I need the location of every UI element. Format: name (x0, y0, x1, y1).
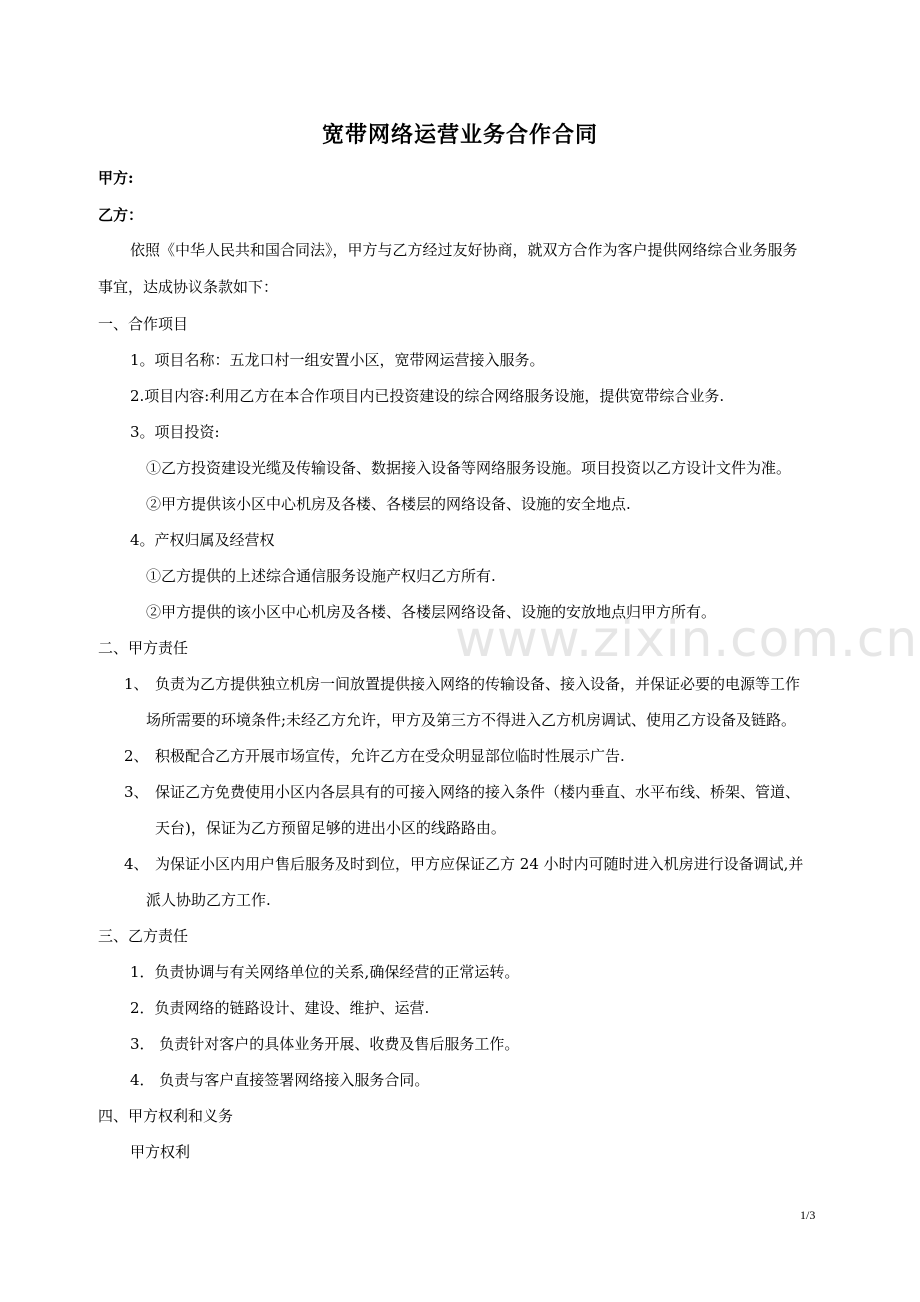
sec1-item-3b: ②甲方提供该小区中心机房及各楼、各楼层的网络设备、设施的安全地点. (146, 495, 631, 513)
sec2-item-4-line-2: 派人协助乙方工作. (146, 891, 271, 909)
sec1-item-3a: ①乙方投资建设光缆及传输设备、数据接入设备等网络服务设施。项目投资以乙方设计文件为准。 (146, 459, 792, 477)
section-4-heading: 四、甲方权利和义务 (98, 1107, 234, 1125)
sec2-item-4-number: 4、 (124, 855, 149, 873)
sec1-item-1: 1。项目名称：五龙口村一组安置小区，宽带网运营接入服务。 (130, 351, 545, 369)
sec2-item-3-line-2: 天台)，保证为乙方预留足够的进出小区的线路路由。 (155, 819, 506, 837)
sec1-item-4: 4。产权归属及经营权 (130, 531, 275, 549)
sec3-item-2: 2．负责网络的链路设计、建设、维护、运营. (130, 999, 430, 1017)
sec1-item-3: 3。项目投资: (130, 423, 220, 441)
section-3-heading: 三、乙方责任 (98, 927, 189, 945)
sec3-item-1: 1．负责协调与有关网络单位的关系,确保经营的正常运转。 (130, 963, 520, 981)
party-b-label: 乙方： (98, 206, 144, 224)
sec3-item-4: 4． 负责与客户直接签署网络接入服务合同。 (130, 1071, 430, 1089)
sec1-item-2: 2.项目内容:利用乙方在本合作项目内已投资建设的综合网络服务设施，提供宽带综合业务. (130, 387, 725, 405)
intro-line-2: 事宜，达成协议条款如下： (98, 278, 279, 296)
sec2-item-1-line-1: 负责为乙方提供独立机房一间放置提供接入网络的传输设备、接入设备，并保证必要的电源等工作 (155, 675, 801, 693)
document-title: 宽带网络运营业务合作合同 (321, 122, 598, 148)
sec3-item-3: 3． 负责针对客户的具体业务开展、收费及售后服务工作。 (130, 1035, 520, 1053)
sec1-item-4b: ②甲方提供的该小区中心机房及各楼、各楼层网络设备、设施的安放地点归甲方所有。 (146, 603, 717, 621)
sec2-item-1-line-2: 场所需要的环境条件;未经乙方允许，甲方及第三方不得进入乙方机房调试、使用乙方设备及链路。 (146, 711, 797, 729)
section-1-heading: 一、合作项目 (98, 315, 189, 333)
sec1-item-4a: ①乙方提供的上述综合通信服务设施产权归乙方所有. (146, 567, 496, 585)
page-number: 1/3 (800, 1208, 816, 1222)
sec2-item-2-line-1: 积极配合乙方开展市场宣传，允许乙方在受众明显部位临时性展示广告. (155, 747, 625, 765)
sec2-item-2-number: 2、 (124, 747, 149, 765)
section-2-heading: 二、甲方责任 (98, 639, 189, 657)
sec2-item-3-number: 3、 (124, 783, 149, 801)
sec4-subheading-rights: 甲方权利 (130, 1143, 191, 1161)
sec2-item-1-number: 1、 (124, 675, 149, 693)
sec2-item-4-line-1: 为保证小区内用户售后服务及时到位，甲方应保证乙方 24 小时内可随时进入机房进行设备调试,并 (155, 855, 804, 873)
intro-line-1: 依照《中华人民共和国合同法》，甲方与乙方经过友好协商，就双方合作为客户提供网络综合业务服务 (130, 241, 798, 259)
watermark: www.zixin.com.cn (455, 610, 919, 668)
party-a-label: 甲方: (98, 169, 134, 187)
sec2-item-3-line-1: 保证乙方免费使用小区内各层具有的可接入网络的接入条件（楼内垂直、水平布线、桥架、管道、 (155, 783, 801, 801)
